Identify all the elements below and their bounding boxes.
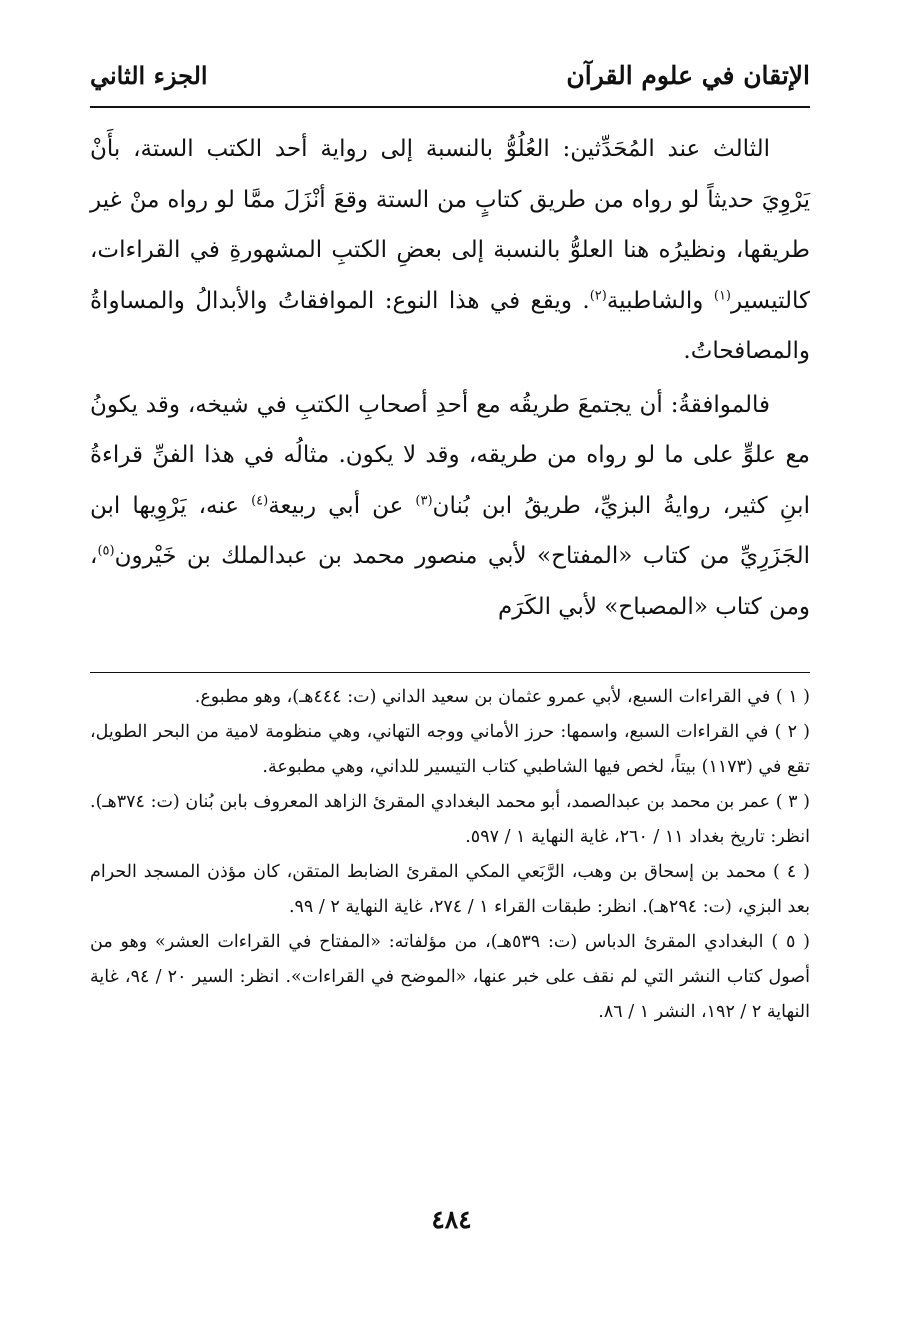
paragraph-text: والشاطبية — [606, 287, 714, 314]
header-divider — [90, 106, 810, 108]
volume-label: الجزء الثاني — [90, 61, 208, 90]
footnote-number: ( ١ ) — [775, 687, 810, 707]
footnote-ref: (٥) — [97, 543, 115, 559]
book-title: الإتقان في علوم القرآن — [566, 61, 810, 90]
main-text — [90, 124, 810, 632]
footnote-number: ( ٢ ) — [774, 722, 811, 742]
footnote-ref: (٢) — [589, 287, 607, 303]
paragraph-text: عن أبي ربيعة — [268, 492, 416, 519]
footnotes — [90, 680, 810, 1030]
page-number: ٤٨٤ — [431, 1205, 472, 1234]
paragraph-agreement — [90, 380, 810, 633]
footnote-item — [90, 925, 810, 1030]
footnote-text: محمد بن إسحاق بن وهب، الرَّبَعي المكي المقرئ الضابط المتقن، كان مؤذن المسجد الحرام بعد البزي، (ت: ٢٩٤هـ). انظر: طبقات القراء ١ / ٢٧٤، غاية النهاية ٢ / ٩٩. — [90, 862, 810, 917]
footnote-number: ( ٥ ) — [771, 932, 810, 952]
footnote-divider — [90, 672, 810, 673]
footnote-text: في القراءات السبع، واسمها: حرز الأماني ووجه التهاني، وهي منظومة لامية من البحر الطويل، تقع في (١١٧٣) بيتاً، لخص فيها الشاطبي كتاب التيسير للداني، وهي مطبوعة. — [90, 722, 810, 777]
footnote-ref: (٤) — [251, 492, 269, 508]
footnote-text: في القراءات السبع، لأبي عمرو عثمان بن سعيد الداني (ت: ٤٤٤هـ)، وهو مطبوع. — [194, 687, 771, 707]
footnote-item — [90, 715, 810, 785]
footnote-item — [90, 785, 810, 855]
footnote-number: ( ٣ ) — [775, 792, 811, 812]
footnote-ref: (٣) — [415, 492, 433, 508]
footnote-text: عمر بن محمد بن عبدالصمد، أبو محمد البغدادي المقرئ الزاهد المعروف بابن بُنان (ت: ٣٧٤هـ). انظر: تاريخ بغداد ١١ / ٢٦٠، غاية النهاية ١ / ٥٩٧. — [90, 792, 810, 847]
footnote-item — [90, 855, 810, 925]
paragraph-text: عنه، يَرْوِيها ابن الجَزَرِيِّ من كتاب «المفتاح» لأبي منصور محمد بن عبدالملك بن خَيْرون — [90, 492, 810, 569]
paragraph-text: . ويقع في هذا النوع: الموافقاتُ والأبدالُ والمساواةُ والمصافحاتُ. — [90, 287, 810, 364]
footnote-number: ( ٤ ) — [773, 862, 811, 882]
running-head — [90, 56, 810, 100]
paragraph-text: فالموافقةُ: أن يجتمعَ طريقُه مع أحدِ أصحابِ الكتبِ في شيخه، وقد يكونُ مع علوٍّ على ما لو رواه من طريقه، وقد لا يكون. مثالُه في هذا الفنِّ قراءةُ ابنِ كثير، روايةُ البزيِّ، طريقُ ابن بُنان — [90, 391, 810, 519]
footnote-text: البغدادي المقرئ الدباس (ت: ٥٣٩هـ)، من مؤلفاته: «المفتاح في القراءات العشر» وهو من أصول كتاب النشر التي لم نقف على خبر عنها، «الموضح في القراءات». انظر: السير ٢٠ / ٩٤، غاية النهاية ٢ / ١٩٢، النشر ١ / ٨٦. — [90, 932, 810, 1022]
paragraph-text: ، ومن كتاب «المصباح» لأبي الكَرَم — [90, 543, 810, 620]
footnote-item — [90, 680, 810, 715]
footnote-ref: (١) — [713, 287, 731, 303]
paragraph-elevation — [90, 124, 810, 377]
paragraph-text: الثالث عند المُحَدِّثين: العُلُوُّ بالنسبة إلى رواية أحد الكتب الستة، بأَنْ يَرْوِيَ حديثاً لو رواه من طريق كتابٍ من الستة وقعَ أنْزَلَ ممَّا لو رواه منْ غير طريقها، ونظيرُه هنا العلوُّ بالنسبة إلى بعضِ الكتبِ المشهورةِ في القراءات، كالتيسير — [90, 136, 810, 314]
